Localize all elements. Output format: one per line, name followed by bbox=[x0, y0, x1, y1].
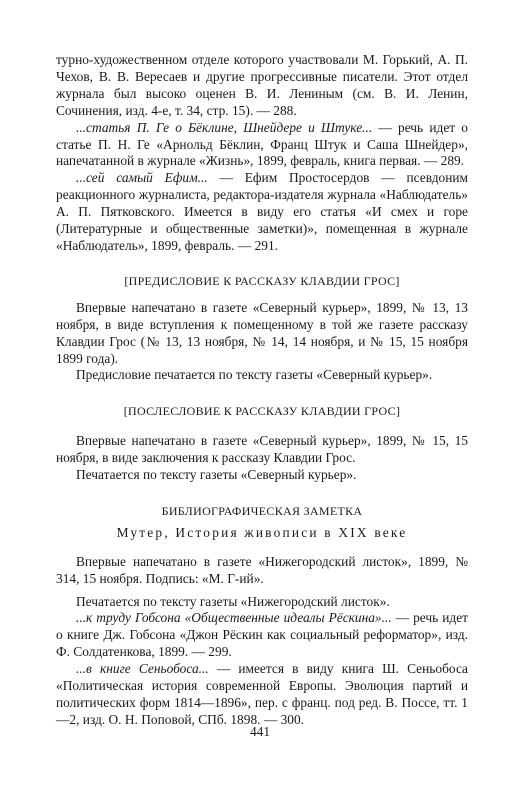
note-text: — имеется в виду книга Ш. Сеньобоса «Политическая история современной Европы. Эволюция партий и политических форм 1814—1896», пер. с франц. под ред. В. Поссе, тт. 1—2, изд. О. Н. Поповой, СПб. 1898. — 300. bbox=[56, 661, 468, 727]
note-text: — речь идет о книге Дж. Гобсона «Джон Рёскин как социальный реформатор», изд. Ф. Солдатенкова, 1899. — 299. bbox=[56, 610, 469, 660]
biblio-paragraph-1: Впервые напечатано в газете «Нижегородский листок», 1899, № 314, 15 ноября. Подпись: «М. Г-ий». bbox=[56, 553, 468, 586]
note-lemma: ...к труду Гобсона «Общественные идеалы Рёскина»... bbox=[76, 610, 392, 626]
note-seignobos bbox=[56, 661, 468, 729]
section-heading-bibliographic: БИБЛИОГРАФИЧЕСКАЯ ЗАМЕТКА bbox=[161, 503, 363, 518]
preface-paragraph-1: Впервые напечатано в газете «Северный курьер», 1899, № 13, 13 ноября, в виде вступления к помещенному в той же газете рассказу Клавдии Грос (№ 13, 13 ноября, № 14, 14 ноября, и № 15, 15 ноября 1899 года). bbox=[56, 299, 468, 366]
note-lemma: ...сей самый Ефим... bbox=[76, 170, 208, 186]
section-heading-preface: [ПРЕДИСЛОВИЕ К РАССКАЗУ КЛАВДИИ ГРОС] bbox=[124, 273, 400, 288]
afterword-paragraph-1: Впервые напечатано в газете «Северный курьер», 1899, № 15, 15 ноября, в виде заключения к рассказу Клавдии Грос. bbox=[56, 433, 468, 466]
note-lemma: ...в книге Сеньобоса... bbox=[76, 661, 209, 677]
note-ge-article bbox=[56, 120, 468, 171]
note-text: — речь идет о статье П. Н. Ге «Арнольд Бёклин, Франц Штук и Саша Шнейдер», напечатанной в журнале «Жизнь», 1899, февраль, книга первая. — 289. bbox=[56, 119, 469, 169]
afterword-paragraph-2: Печатается по тексту газеты «Северный курьер». bbox=[76, 467, 357, 483]
note-hobson bbox=[56, 610, 468, 661]
preface-paragraph-2: Предисловие печатается по тексту газеты «Северный курьер». bbox=[76, 367, 433, 383]
page-number: 441 bbox=[249, 724, 271, 739]
biblio-paragraph-2: Печатается по тексту газеты «Нижегородский листок». bbox=[76, 593, 390, 609]
note-text: — Ефим Простосердов — псевдоним реакционного журналиста, редактора-издателя журнала «Наблюдатель» А. П. Пятковского. Имеется в виду его статья «И смех и горе (Литературные и общественные заметки)», помещенная в журнале «Наблюдатель», 1899, февраль. — 291. bbox=[56, 170, 469, 253]
section-heading-afterword: [ПОСЛЕСЛОВИЕ К РАССКАЗУ КЛАВДИИ ГРОС] bbox=[123, 404, 401, 419]
page-body bbox=[56, 52, 468, 729]
paragraph-continuation: турно-художественном отделе которого участвовали М. Горький, А. П. Чехов, В. В. Вересаев и другие прогрессивные писатели. Этот отдел журнала был высоко оценен В. И. Лениным (см. В. И. Ленин, Сочинения, изд. 4-е, т. 34, стр. 15). — 288. bbox=[56, 52, 468, 118]
note-efim bbox=[56, 170, 468, 255]
note-lemma: ...статья П. Ге о Бёклине, Шнейдере и Штуке... bbox=[76, 119, 373, 135]
section-subtitle: Мутер, История живописи в XIX веке bbox=[116, 524, 408, 540]
